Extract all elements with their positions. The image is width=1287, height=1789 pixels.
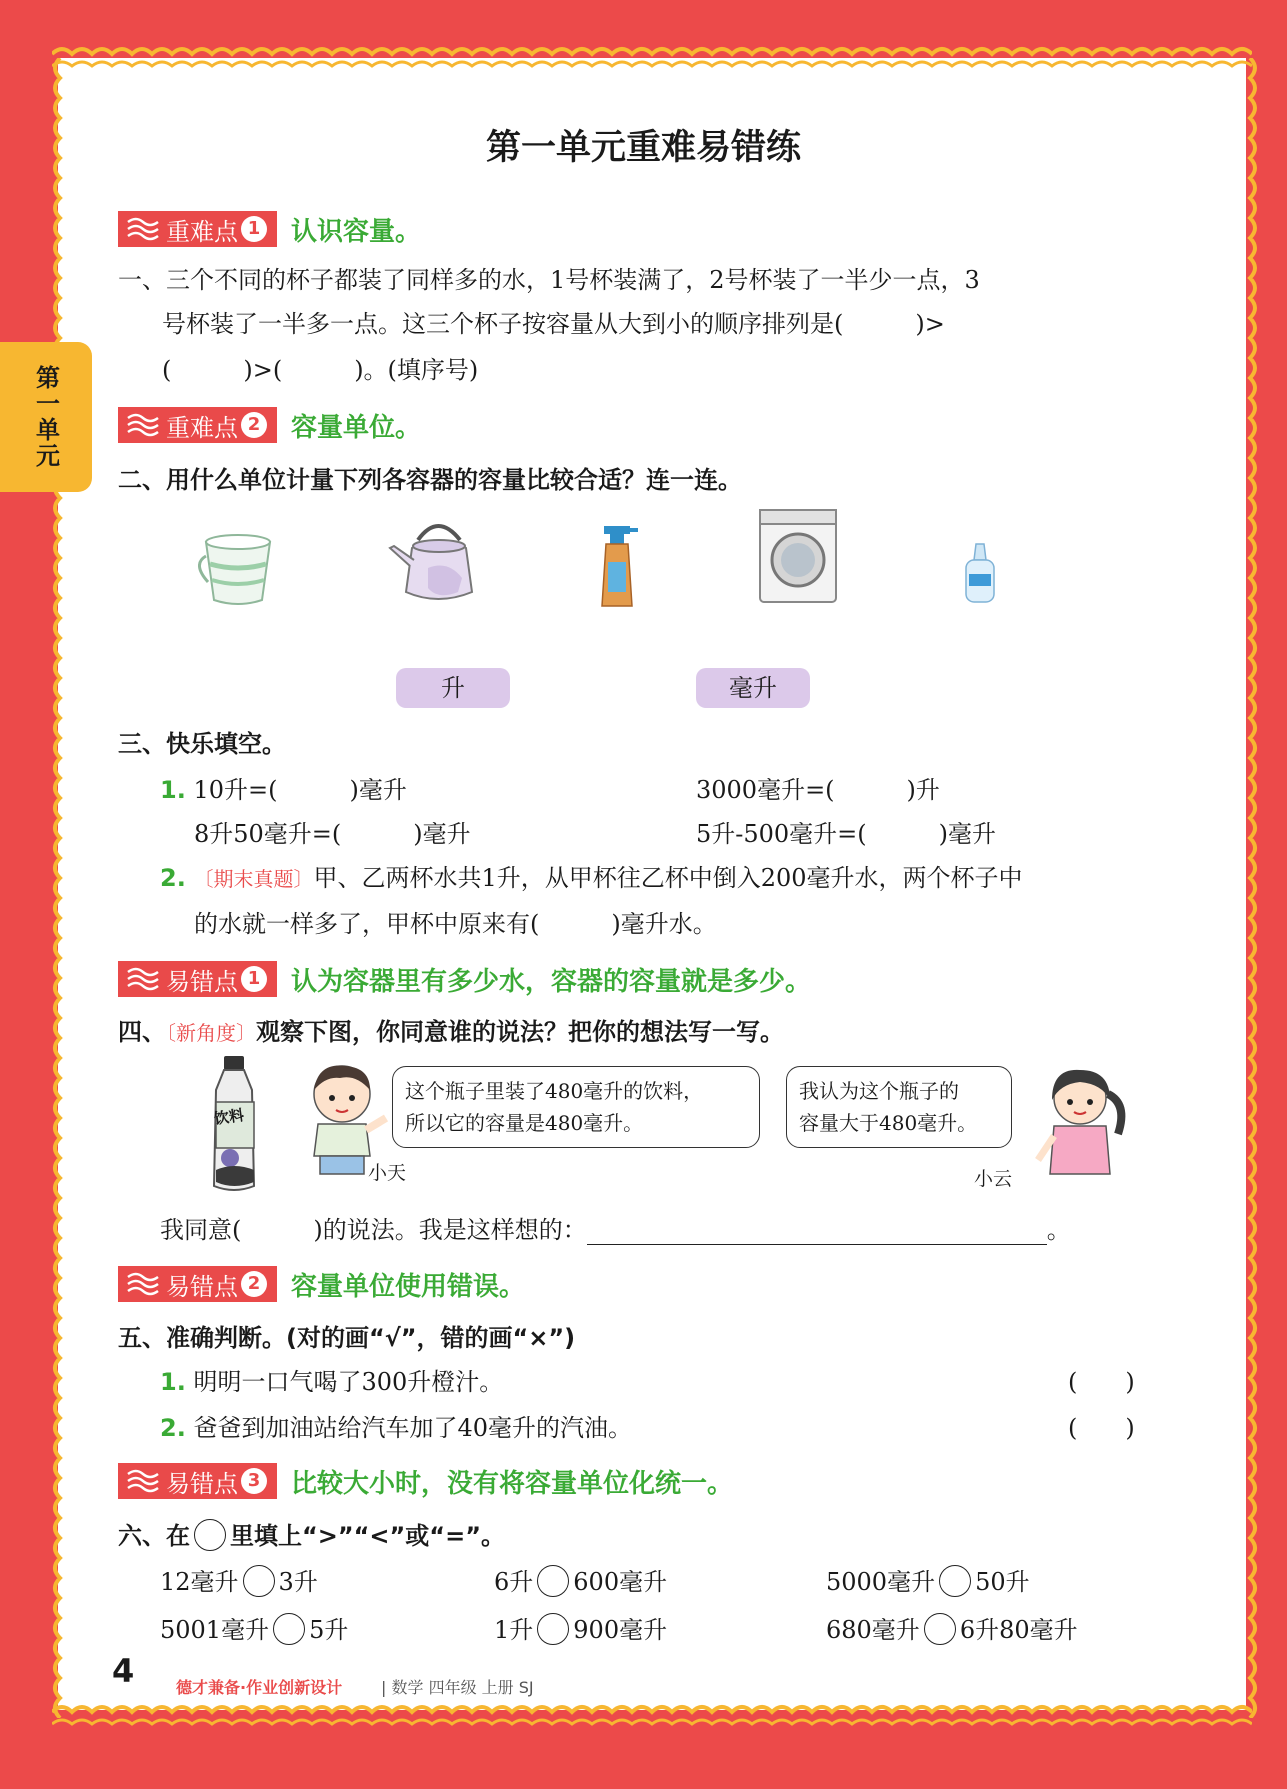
compare-circle-input[interactable] (273, 1613, 305, 1645)
compare-circle-input[interactable] (939, 1565, 971, 1597)
bubble-line: 我认为这个瓶子的 (799, 1079, 959, 1103)
circle-symbol-icon (194, 1519, 226, 1551)
q5-heading: 五、准确判断。(对的画“√”，错的画“×”) (118, 1324, 576, 1352)
compare-circle-input[interactable] (537, 1565, 569, 1597)
section-badge (118, 1463, 277, 1499)
q6-compare-4 (160, 1610, 348, 1648)
section-badge-label: 重难点 (166, 413, 238, 442)
q6-heading-b: 里填上“>”“<”或“=”。 (230, 1522, 505, 1550)
name-xiaotian: 小天 (368, 1162, 407, 1184)
compare-left: 5000毫升 (826, 1568, 936, 1596)
wave-lines-icon (126, 1271, 160, 1297)
wave-border-right (1236, 58, 1266, 1718)
q5-item-1 (160, 1362, 503, 1397)
compare-left: 12毫升 (160, 1568, 239, 1596)
q3-heading: 三、快乐填空。 (118, 730, 286, 758)
q6-heading-a: 六、在 (118, 1522, 190, 1550)
section-badge (118, 407, 277, 443)
footer-meta-text: 数学 四年级 上册 SJ (391, 1678, 534, 1697)
q4-answer-line (160, 1210, 1071, 1245)
q4-heading (118, 1012, 784, 1047)
q5-answer-paren-2[interactable]: ( ) (1068, 1414, 1135, 1442)
q4-heading-text: 观察下图，你同意谁的说法？把你的想法写一写。 (256, 1018, 784, 1046)
unit-milliliter-label[interactable]: 毫升 (696, 668, 810, 708)
q2-heading: 二、用什么单位计量下列各容器的容量比较合适？连一连。 (118, 466, 742, 494)
section-badge-label: 易错点 (166, 1469, 238, 1498)
q3-p1-b: 3000毫升=( )升 (696, 776, 940, 804)
section-badge (118, 211, 277, 247)
compare-right: 3升 (278, 1568, 318, 1596)
q3-p1-a-text: 10升=( )毫升 (193, 776, 407, 804)
q6-heading (118, 1516, 505, 1553)
q5-item-number: 2. (160, 1414, 186, 1442)
q6-compare-2 (494, 1562, 667, 1600)
compare-circle-input[interactable] (243, 1565, 275, 1597)
wave-border-bottom (52, 1700, 1252, 1736)
q3-p1-a (160, 770, 407, 805)
q3-p2-text: 甲、乙两杯水共1升，从甲杯往乙杯中倒入200毫升水，两个杯子中 (313, 864, 1023, 892)
compare-right: 50升 (975, 1568, 1030, 1596)
wave-lines-icon (126, 1468, 160, 1494)
q4-heading-number: 四、 (118, 1018, 166, 1046)
q6-compare-3 (826, 1562, 1030, 1600)
q3-item-number: 1. (160, 776, 186, 804)
page-number: 4 (112, 1652, 135, 1690)
footer-separator: | (381, 1678, 387, 1697)
unit-liter-label[interactable]: 升 (396, 668, 510, 708)
bottle-label: 饮料 (212, 1105, 246, 1128)
q1-line-3: ( )>( )。(填序号) (162, 356, 479, 384)
section-title: 认识容量。 (291, 216, 422, 247)
q3-p1-c: 8升50毫升=( )毫升 (194, 820, 471, 848)
section-header-4 (118, 1265, 525, 1303)
q3-p1-d: 5升-500毫升=( )毫升 (696, 820, 997, 848)
new-angle-tag: 〔新角度〕 (166, 1021, 256, 1045)
cup-icon (198, 528, 278, 608)
unit-side-tab-label: 第一单元 (31, 365, 60, 469)
girl-xiaoyun-illustration (1030, 1064, 1134, 1184)
q6-compare-1 (160, 1562, 318, 1600)
wave-lines-icon (126, 412, 160, 438)
section-badge-number: 2 (241, 1271, 267, 1297)
eye-drop-bottle-icon (962, 542, 998, 606)
section-badge-label: 易错点 (166, 1272, 238, 1301)
washing-machine-icon (756, 506, 840, 606)
unit-side-tab (0, 342, 92, 492)
section-title: 认为容器里有多少水，容器的容量就是多少。 (291, 966, 812, 997)
q3-p2-line-1 (160, 858, 1023, 893)
compare-left: 5001毫升 (160, 1616, 270, 1644)
footer-brand: 德才兼备·作业创新设计 (176, 1678, 343, 1697)
compare-circle-input[interactable] (537, 1613, 569, 1645)
bubble-line: 这个瓶子里装了480毫升的饮料， (405, 1079, 704, 1103)
q4-answer-end: 。 (1046, 1216, 1071, 1244)
compare-right: 900毫升 (573, 1616, 668, 1644)
section-header-2 (118, 406, 421, 444)
compare-left: 6升 (494, 1568, 534, 1596)
section-badge-number: 2 (241, 412, 267, 438)
q5-item-text: 明明一口气喝了300升橙汁。 (193, 1368, 504, 1396)
wave-border-top (52, 40, 1252, 76)
section-title: 容量单位。 (291, 412, 422, 443)
q5-item-text: 爸爸到加油站给汽车加了40毫升的汽油。 (193, 1414, 633, 1442)
q5-answer-paren-1[interactable]: ( ) (1068, 1368, 1135, 1396)
section-badge-number: 3 (241, 1468, 267, 1494)
section-badge (118, 1266, 277, 1302)
section-badge-number: 1 (241, 966, 267, 992)
wave-lines-icon (126, 216, 160, 242)
section-title: 容量单位使用错误。 (291, 1271, 526, 1302)
spray-bottle-icon (596, 522, 640, 610)
compare-left: 1升 (494, 1616, 534, 1644)
bubble-line: 所以它的容量是480毫升。 (405, 1111, 644, 1135)
compare-right: 5升 (309, 1616, 349, 1644)
section-badge-label: 重难点 (166, 217, 238, 246)
section-header-5 (118, 1462, 733, 1500)
section-title: 比较大小时，没有将容量单位化统一。 (291, 1468, 734, 1499)
q5-item-2 (160, 1408, 632, 1443)
section-header-1 (118, 210, 421, 248)
q4-answer-blank[interactable] (587, 1219, 1047, 1245)
q6-compare-6 (826, 1610, 1078, 1648)
wave-border-left (44, 58, 74, 1718)
wave-lines-icon (126, 966, 160, 992)
q3-item-number: 2. (160, 864, 186, 892)
name-xiaoyun: 小云 (974, 1168, 1013, 1190)
section-badge-label: 易错点 (166, 967, 238, 996)
q4-answer-prompt: 我同意( )的说法。我是这样想的： (160, 1216, 587, 1244)
page-title: 第一单元重难易错练 (485, 128, 801, 168)
q3-p2-line-2: 的水就一样多了，甲杯中原来有( )毫升水。 (194, 910, 717, 938)
footer-meta (381, 1675, 534, 1698)
compare-right: 6升80毫升 (959, 1616, 1078, 1644)
q5-item-number: 1. (160, 1368, 186, 1396)
section-badge (118, 961, 277, 997)
kettle-icon (388, 508, 488, 608)
q1-line-2: 号杯装了一半多一点。这三个杯子按容量从大到小的顺序排列是( )> (162, 310, 945, 338)
exam-tag: 〔期末真题〕 (193, 867, 314, 891)
compare-left: 680毫升 (826, 1616, 920, 1644)
bubble-line: 容量大于480毫升。 (799, 1111, 978, 1135)
q1-line-1: 一、三个不同的杯子都装了同样多的水，1号杯装满了，2号杯装了一半少一点，3 (118, 266, 980, 294)
q6-compare-5 (494, 1610, 667, 1648)
speech-bubble-xiaoyun (786, 1066, 1012, 1148)
compare-right: 600毫升 (573, 1568, 668, 1596)
compare-circle-input[interactable] (924, 1613, 956, 1645)
speech-bubble-xiaotian (392, 1066, 760, 1148)
section-badge-number: 1 (241, 216, 267, 242)
section-header-3 (118, 960, 811, 998)
